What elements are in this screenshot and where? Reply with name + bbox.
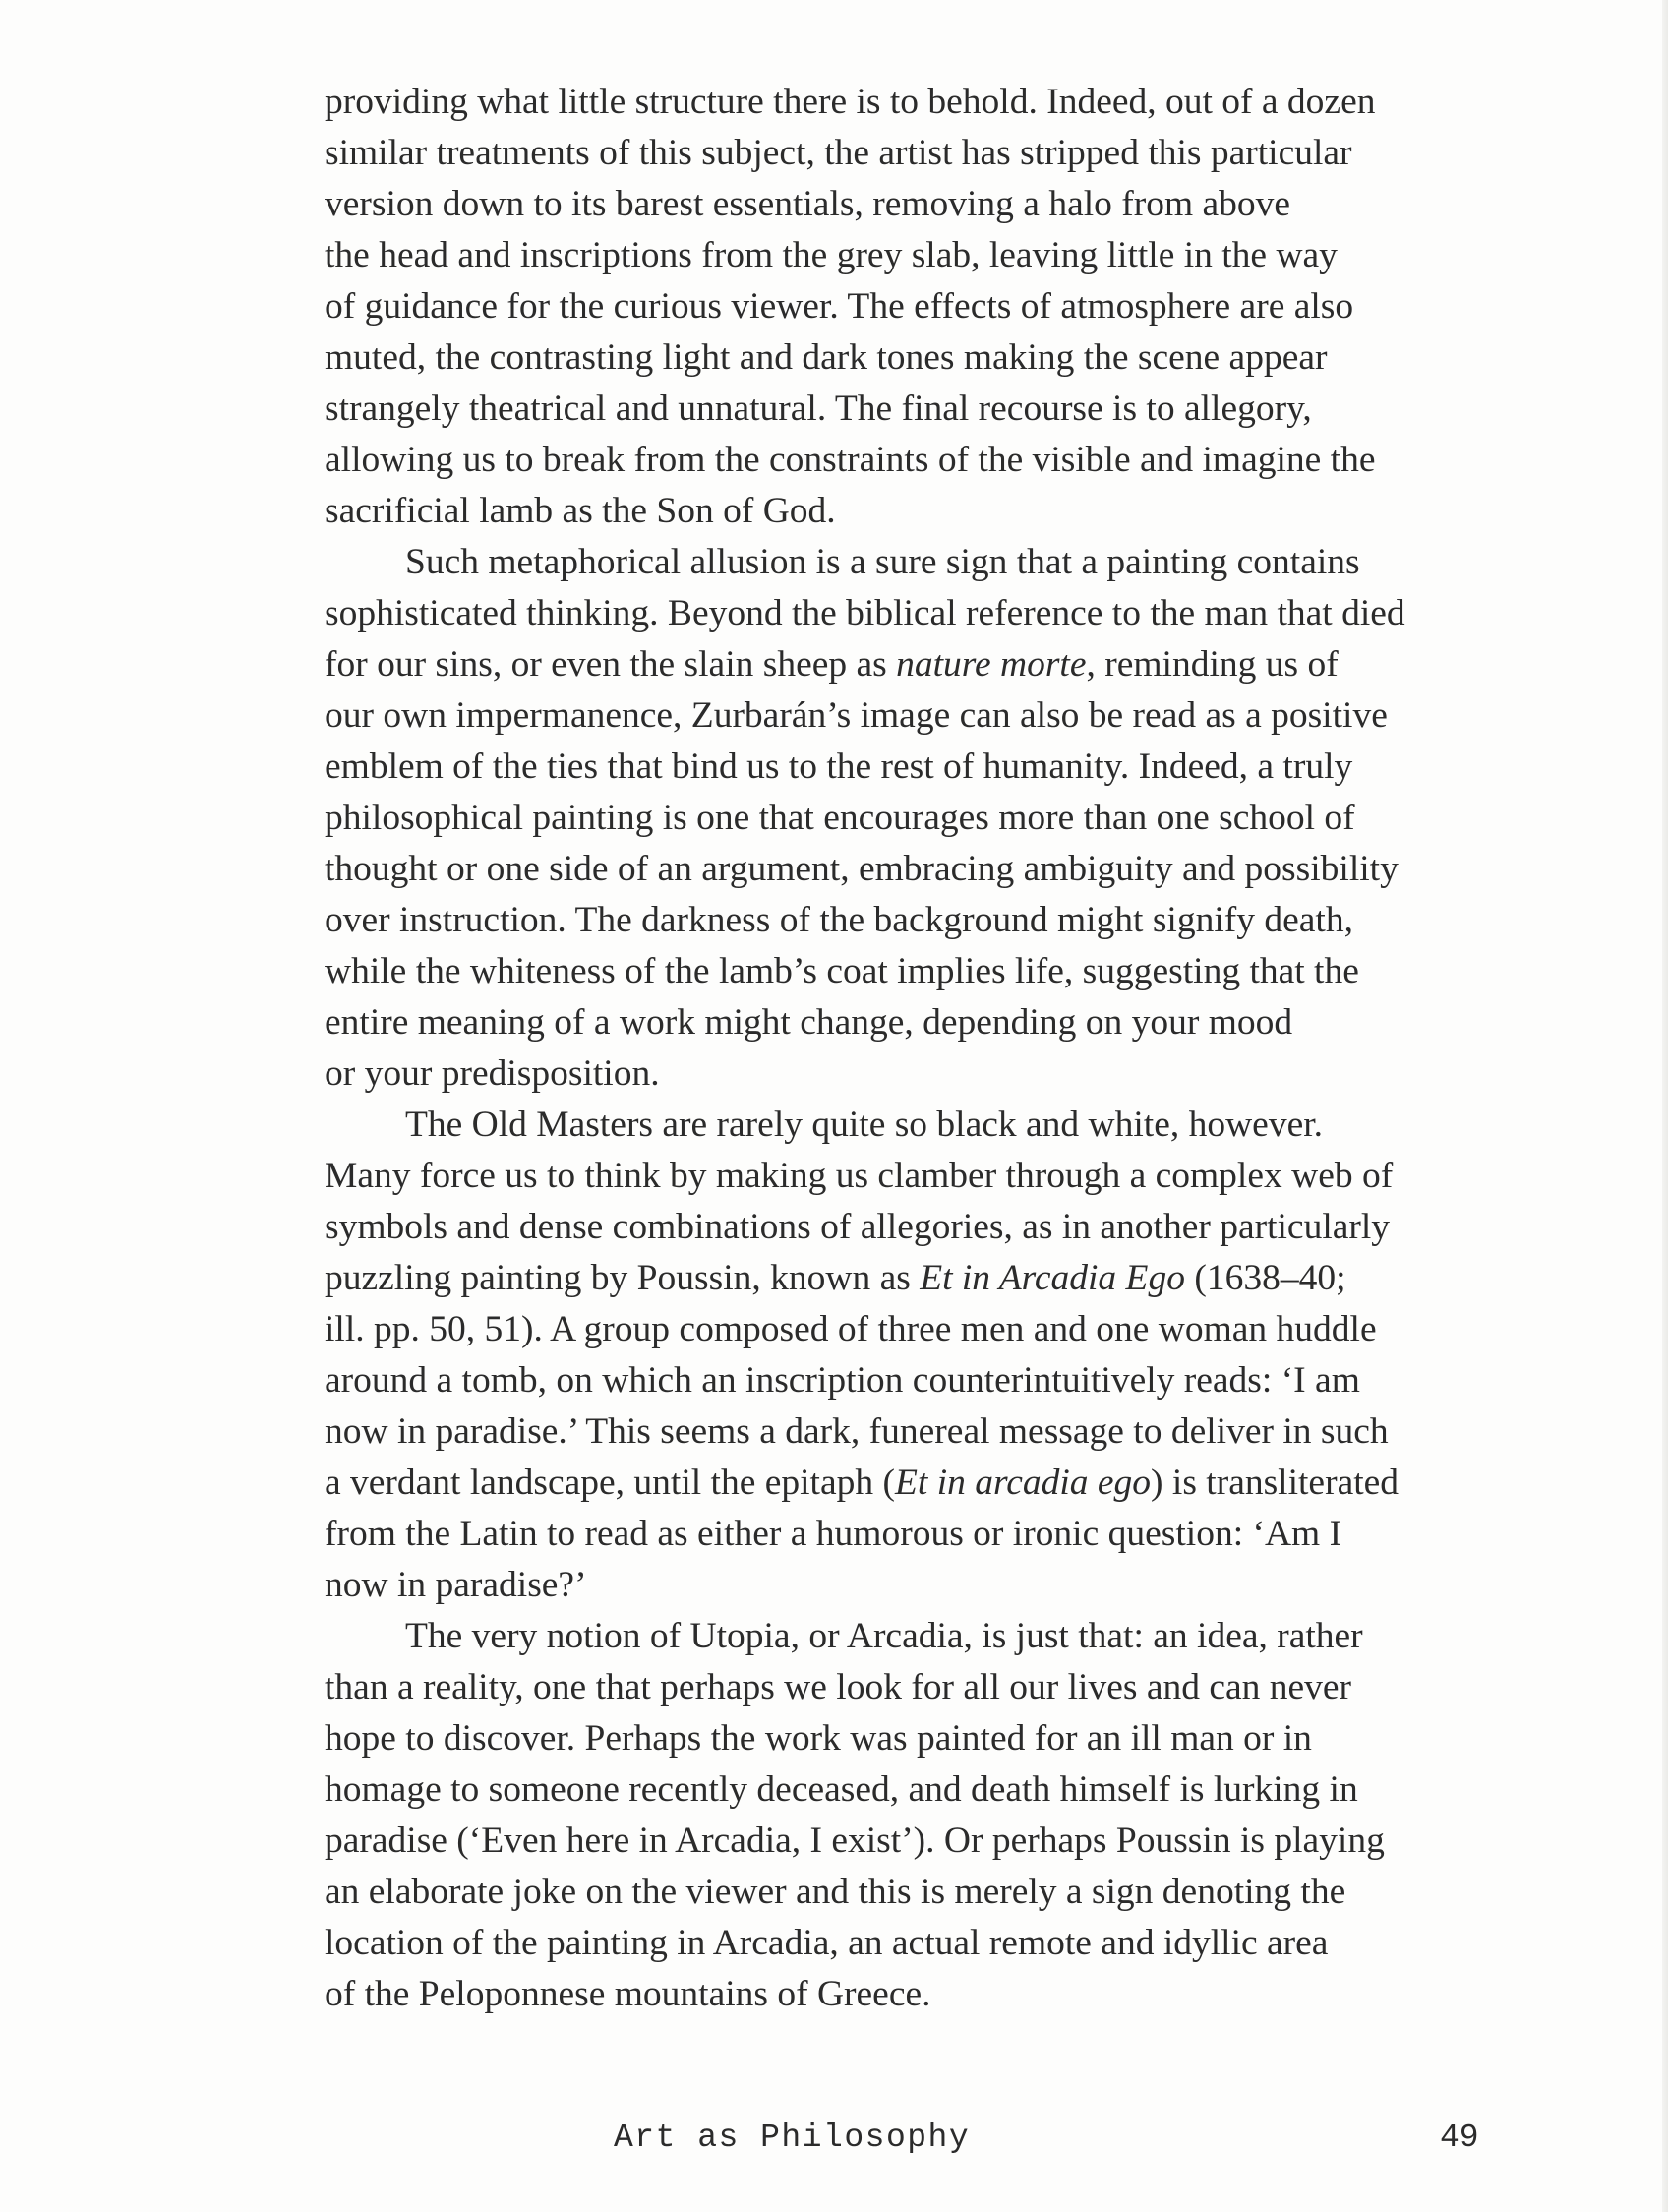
text-line: than a reality, one that perhaps we look for all our lives and can never	[325, 1667, 1352, 1707]
text-line: The Old Masters are rarely quite so black and white, however.	[405, 1105, 1324, 1145]
text-line: now in paradise.’ This seems a dark, funereal message to deliver in such	[325, 1411, 1389, 1452]
text-line: or your predisposition.	[325, 1053, 660, 1094]
paragraph	[325, 77, 1574, 537]
text-line: a verdant landscape, until the epitaph (Et in arcadia ego) is transliterated	[325, 1463, 1400, 1503]
text-line: over instruction. The darkness of the background might signify death,	[325, 900, 1353, 940]
text-line: allowing us to break from the constraints of the visible and imagine the	[325, 440, 1376, 480]
text-line: puzzling painting by Poussin, known as Et in Arcadia Ego (1638–40;	[325, 1258, 1346, 1298]
text-line: muted, the contrasting light and dark tones making the scene appear	[325, 337, 1328, 378]
text-line: while the whiteness of the lamb’s coat implies life, suggesting that the	[325, 951, 1359, 991]
text-line: Such metaphorical allusion is a sure sign that a painting contains	[405, 542, 1360, 582]
text-line: around a tomb, on which an inscription counterintuitively reads: ‘I am	[325, 1360, 1360, 1401]
text-line: sophisticated thinking. Beyond the biblical reference to the man that died	[325, 593, 1405, 633]
text-line: now in paradise?’	[325, 1565, 587, 1605]
text-line: Many force us to think by making us clamber through a complex web of	[325, 1156, 1394, 1196]
text-line: hope to discover. Perhaps the work was painted for an ill man or in	[325, 1718, 1312, 1759]
body-text	[325, 77, 1574, 2020]
text-line: paradise (‘Even here in Arcadia, I exist’). Or perhaps Poussin is playing	[325, 1821, 1385, 1861]
paragraph	[325, 1611, 1574, 2020]
text-line: entire meaning of a work might change, depending on your mood	[325, 1002, 1293, 1043]
page-number: 49	[1440, 2120, 1479, 2156]
text-line: from the Latin to read as either a humorous or ironic question: ‘Am I	[325, 1514, 1342, 1554]
running-title: Art as Philosophy	[614, 2120, 971, 2156]
text-line: emblem of the ties that bind us to the rest of humanity. Indeed, a truly	[325, 747, 1353, 787]
text-line: location of the painting in Arcadia, an actual remote and idyllic area	[325, 1923, 1329, 1963]
text-line: symbols and dense combinations of allegories, as in another particularly	[325, 1207, 1391, 1247]
text-line: an elaborate joke on the viewer and this is merely a sign denoting the	[325, 1872, 1346, 1912]
text-line: version down to its barest essentials, removing a halo from above	[325, 184, 1291, 224]
page-edge	[1662, 0, 1668, 2212]
text-line: for our sins, or even the slain sheep as nature morte, reminding us of	[325, 644, 1339, 685]
text-line: thought or one side of an argument, embracing ambiguity and possibility	[325, 849, 1399, 889]
paragraph	[325, 537, 1574, 1100]
text-line: of the Peloponnese mountains of Greece.	[325, 1974, 931, 2014]
text-line: The very notion of Utopia, or Arcadia, is just that: an idea, rather	[405, 1616, 1363, 1656]
text-line: of guidance for the curious viewer. The effects of atmosphere are also	[325, 286, 1354, 327]
paragraph	[325, 1100, 1574, 1611]
text-line: similar treatments of this subject, the artist has stripped this particular	[325, 133, 1352, 173]
text-line: ill. pp. 50, 51). A group composed of three men and one woman huddle	[325, 1309, 1377, 1349]
text-line: providing what little structure there is to behold. Indeed, out of a dozen	[325, 82, 1376, 122]
text-line: our own impermanence, Zurbarán’s image can also be read as a positive	[325, 695, 1388, 736]
text-line: strangely theatrical and unnatural. The final recourse is to allegory,	[325, 389, 1312, 429]
text-line: sacrificial lamb as the Son of God.	[325, 491, 836, 531]
text-line: philosophical painting is one that encourages more than one school of	[325, 798, 1355, 838]
text-line: the head and inscriptions from the grey slab, leaving little in the way	[325, 235, 1338, 275]
text-line: homage to someone recently deceased, and death himself is lurking in	[325, 1769, 1358, 1810]
